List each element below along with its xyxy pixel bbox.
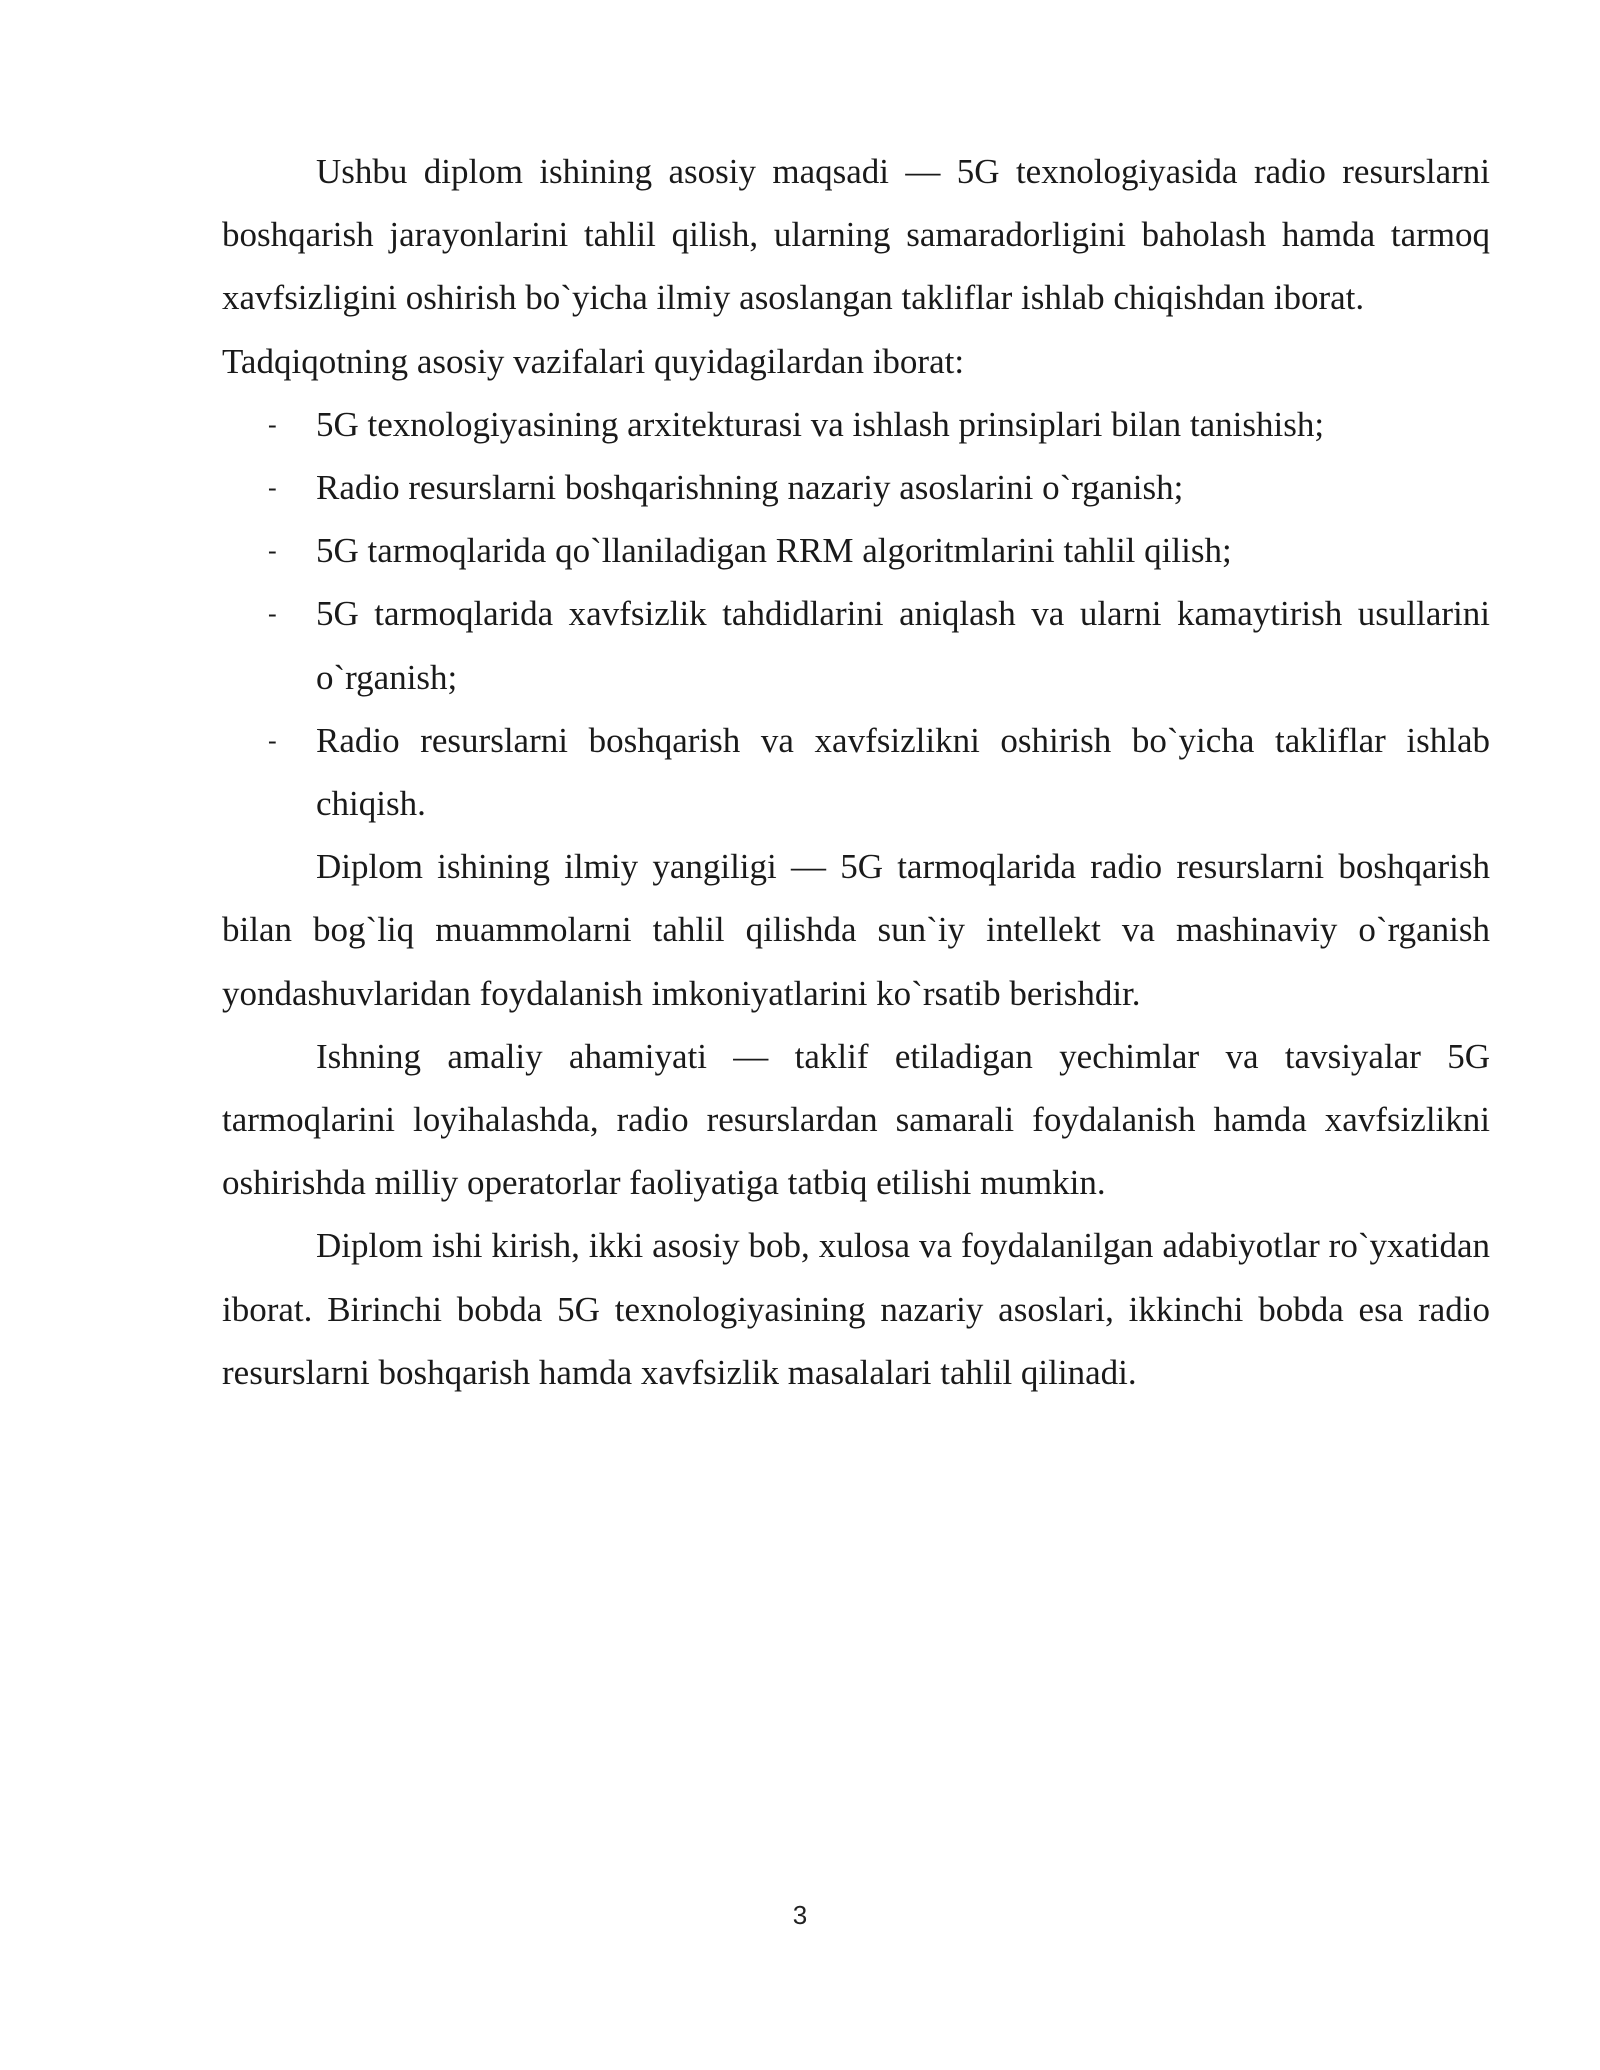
- intro-paragraph: Ushbu diplom ishining asosiy maqsadi — 5G texnologiyasida radio resurslarni boshqarish jarayonlarini tahlil qilish, ularning samaradorligini baholash hamda tarmoq xavfsizligini oshirish bo`yicha ilmiy asoslangan takliflar ishlab chiqishdan iborat.: [222, 152, 1490, 318]
- list-item: [222, 519, 1490, 582]
- bullet-dash: -: [268, 409, 277, 439]
- task-text: Radio resurslarni boshqarish va xavfsizlikni oshirish bo`yicha takliflar ishlab chiqish.: [316, 720, 1490, 824]
- list-item: [222, 709, 1490, 835]
- task-text: Radio resurslarni boshqarishning nazariy asoslarini o`rganish;: [316, 468, 1184, 508]
- list-item: [222, 582, 1490, 708]
- structure-paragraph: Diplom ishi kirish, ikki asosiy bob, xulosa va foydalanilgan adabiyotlar ro`yxatidan iborat. Birinchi bobda 5G texnologiyasining nazariy asoslari, ikkinchi bobda esa radio resurslarni boshqarish hamda xavfsizlik masalalari tahlil qilinadi.: [222, 1226, 1490, 1392]
- task-text: 5G tarmoqlarida qo`llaniladigan RRM algoritmlarini tahlil qilish;: [316, 531, 1232, 571]
- bullet-dash: -: [268, 599, 277, 629]
- list-item: [222, 456, 1490, 519]
- bullet-dash: -: [268, 536, 277, 566]
- list-item: [222, 393, 1490, 456]
- tasks-list: [222, 393, 1490, 835]
- bullet-dash: -: [268, 725, 277, 755]
- bullet-dash: -: [268, 473, 277, 503]
- tasks-heading: Tadqiqotning asosiy vazifalari quyidagilardan iborat:: [222, 341, 965, 381]
- practical-paragraph: Ishning amaliy ahamiyati — taklif etiladigan yechimlar va tavsiyalar 5G tarmoqlarini loyihalashda, radio resurslardan samarali foydalanish hamda xavfsizlikni oshirishda milliy operatorlar faoliyatiga tatbiq etilishi mumkin.: [222, 1036, 1490, 1203]
- task-text: 5G tarmoqlarida xavfsizlik tahdidlarini aniqlash va ularni kamaytirish usullarini o`rganish;: [316, 594, 1490, 697]
- document-page: [222, 140, 1490, 1404]
- task-text: 5G texnologiyasining arxitekturasi va ishlash prinsiplari bilan tanishish;: [316, 404, 1325, 444]
- page-number: 3: [792, 1900, 808, 1930]
- novelty-paragraph: Diplom ishining ilmiy yangiligi — 5G tarmoqlarida radio resurslarni boshqarish bilan bog`liq muammolarni tahlil qilishda sun`iy intellekt va mashinaviy o`rganish yondashuvlaridan foydalanish imkoniyatlarini ko`rsatib berishdir.: [222, 847, 1490, 1013]
